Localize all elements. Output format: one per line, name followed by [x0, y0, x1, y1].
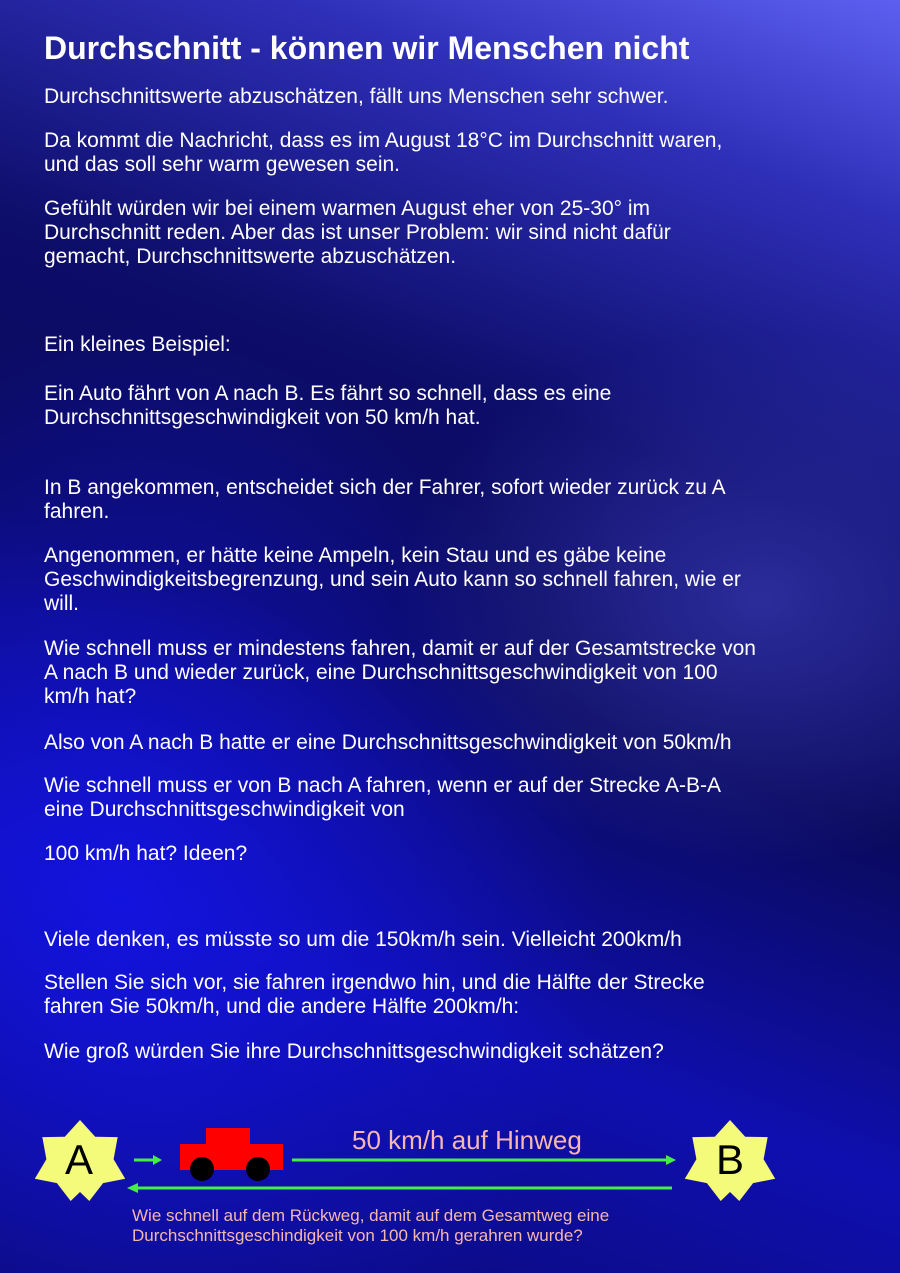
- page-title: Durchschnitt - können wir Menschen nicht: [44, 30, 690, 66]
- paragraph-news: Da kommt die Nachricht, dass es im August 18°C im Durchschnitt waren, und das soll sehr warm gewesen sein.: [44, 129, 723, 176]
- paragraph-many-think: Viele denken, es müsste so um die 150km/h sein. Vielleicht 200km/h: [44, 928, 682, 951]
- paragraph-intro: Durchschnittswerte abzuschätzen, fällt uns Menschen sehr schwer.: [44, 85, 669, 108]
- paragraph-imagine: Stellen Sie sich vor, sie fahren irgendwo hin, und die Hälfte der Strecke fahren Sie 50km/h, und die andere Hälfte 200km/h:: [44, 971, 705, 1018]
- paragraph-car: Ein Auto fährt von A nach B. Es fährt so schnell, dass es eine Durchschnittsgeschwindigkeit von 50 km/h hat.: [44, 382, 612, 429]
- paragraph-question: Wie schnell muss er mindestens fahren, damit er auf der Gesamtstrecke von A nach B und wieder zurück, eine Durchschnittsgeschwindigkeit von 100 km/h hat?: [44, 637, 756, 708]
- return-speed-question: Wie schnell auf dem Rückweg, damit auf dem Gesamtweg eine Durchschnittsgeschindigkeit von 100 km/h gerahren wurde?: [132, 1206, 610, 1245]
- return-arrow: [127, 1183, 672, 1193]
- start-arrow: [134, 1155, 162, 1165]
- point-b-label: B: [715, 1136, 745, 1183]
- paragraph-ideas: 100 km/h hat? Ideen?: [44, 842, 248, 865]
- paragraph-felt: Gefühlt würden wir bei einem warmen August eher von 25-30° im Durchschnitt reden. Aber das ist unser Problem: wir sind nicht dafür gemacht, Durchschnittswerte abzuschätzen.: [44, 197, 671, 268]
- outbound-speed-label: 50 km/h auf Hinweg: [352, 1125, 582, 1155]
- point-a-label: A: [64, 1136, 94, 1183]
- paragraph-assume: Angenommen, er hätte keine Ampeln, kein Stau und es gäbe keine Geschwindigkeitsbegrenzung, und sein Auto kann so schnell fahren, wie er will.: [44, 544, 741, 615]
- paragraph-estimate: Wie groß würden Sie ihre Durchschnittsgeschwindigkeit schätzen?: [44, 1040, 664, 1063]
- car-icon: [180, 1128, 283, 1181]
- paragraph-return: In B angekommen, entscheidet sich der Fahrer, sofort wieder zurück zu A fahren.: [44, 476, 726, 523]
- paragraph-example: Ein kleines Beispiel:: [44, 333, 231, 356]
- outbound-arrow: [292, 1155, 676, 1165]
- paragraph-outbound: Also von A nach B hatte er eine Durchschnittsgeschwindigkeit von 50km/h: [44, 731, 732, 754]
- route-diagram: [0, 1100, 900, 1273]
- paragraph-how-fast: Wie schnell muss er von B nach A fahren, wenn er auf der Strecke A-B-A eine Durchschnittsgeschwindigkeit von: [44, 774, 721, 821]
